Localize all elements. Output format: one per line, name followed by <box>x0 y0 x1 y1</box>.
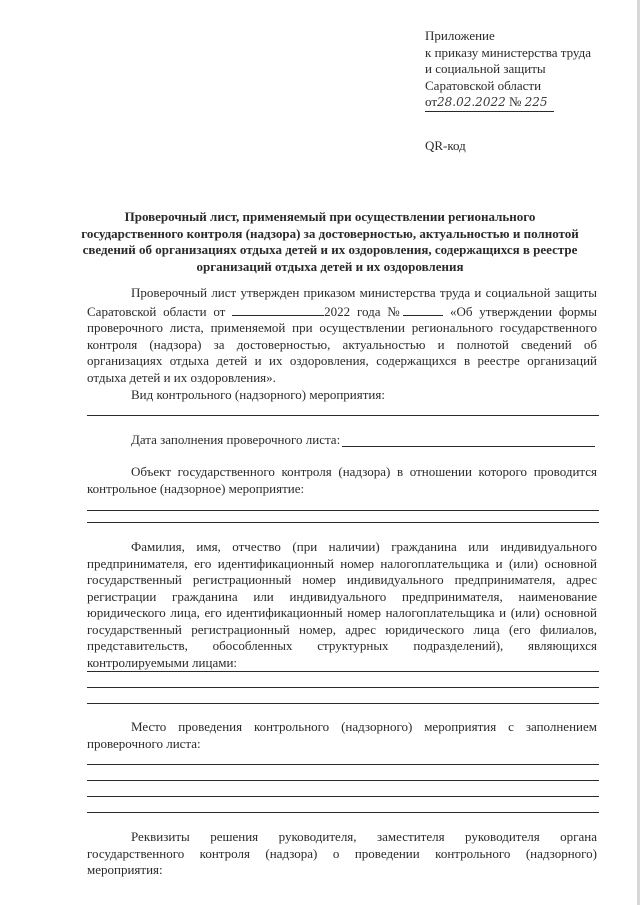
person-line-2[interactable] <box>87 687 599 688</box>
handwritten-date: 28.02.2022 <box>437 95 506 109</box>
place-line-2[interactable] <box>87 780 599 781</box>
decision-text: Реквизиты решения руководителя, заместителя руководителя органа государственного контроля (надзора) о проведении контрольного (надзорного) мероприятия: <box>87 829 597 877</box>
intro-paragraph <box>87 285 597 386</box>
object-label <box>87 464 597 497</box>
document-title: Проверочный лист, применяемый при осуществлении регионального государственного контроля (надзора) за достоверностью, актуальностью и полнотой сведений об организациях отдыха детей и их оздоровления, содержащихся в реестре организаций отдыха детей и их оздоровления <box>81 209 579 274</box>
place-line-4[interactable] <box>87 812 599 813</box>
date-blank[interactable] <box>232 302 324 316</box>
intro-text-2: 2022 года № <box>324 303 404 319</box>
date-number-underline <box>425 94 554 112</box>
appendix-line-1: Приложение <box>425 28 495 43</box>
fill-date-text: Дата заполнения проверочного листа: <box>131 432 341 447</box>
date-prefix: от <box>425 94 438 109</box>
event-type-text: Вид контрольного (надзорного) мероприятия: <box>131 387 385 402</box>
order-number-blank[interactable] <box>403 302 443 316</box>
place-line-3[interactable] <box>87 796 599 797</box>
object-text: Объект государственного контроля (надзора) в отношении которого проводится контрольное (надзорное) мероприятие: <box>87 464 597 496</box>
place-line-1[interactable] <box>87 764 599 765</box>
event-type-line[interactable] <box>87 415 599 416</box>
place-text: Место проведения контрольного (надзорного) мероприятия с заполнением проверочного листа: <box>87 719 597 751</box>
appendix-line-2: к приказу министерства труда <box>425 44 591 60</box>
person-text: Фамилия, имя, отчество (при наличии) гражданина или индивидуального предпринимателя, его идентификационный номер налогоплательщика и (или) основной государственный регистрационный номер индивидуального предпринимателя, адрес регистрации гражданина или индивидуального предпринимателя, наименование юридического лица, его идентификационный номер налогоплательщика и (или) основной государственный регистрационный номер, адрес юридического лица (его филиалов, представительств, обособленных структурных подразделений), являющихся контролируемыми лицами: <box>87 539 597 670</box>
decision-label <box>87 829 597 879</box>
intro-text-1: Проверочный лист утвержден приказом министерства труда и социальной защиты Саратовской области от <box>87 285 597 319</box>
appendix-line-3: и социальной защиты <box>425 61 546 76</box>
qr-code-label: QR-код <box>425 138 466 153</box>
person-line-1[interactable] <box>87 671 599 672</box>
person-line-3[interactable] <box>87 703 599 704</box>
handwritten-number: 225 <box>524 95 548 109</box>
place-label <box>87 719 597 752</box>
appendix-date-number <box>425 94 591 112</box>
number-prefix: № <box>508 94 522 109</box>
object-line-1[interactable] <box>87 510 599 511</box>
appendix-block <box>425 28 591 112</box>
person-label <box>87 539 597 671</box>
appendix-line-4: Саратовской области <box>425 77 542 93</box>
event-type-label <box>87 387 597 404</box>
fill-date-line[interactable] <box>342 446 595 447</box>
intro-text-3: «Об утверждении формы проверочного листа, применяемой при осуществлении регионального государственного контроля (надзора) за достоверностью, актуальностью и полнотой сведений об организациях отдыха детей и их оздоровления, содержащихся в реестре организаций отдыха детей и их оздоровления». <box>87 303 598 385</box>
object-line-2[interactable] <box>87 522 599 523</box>
